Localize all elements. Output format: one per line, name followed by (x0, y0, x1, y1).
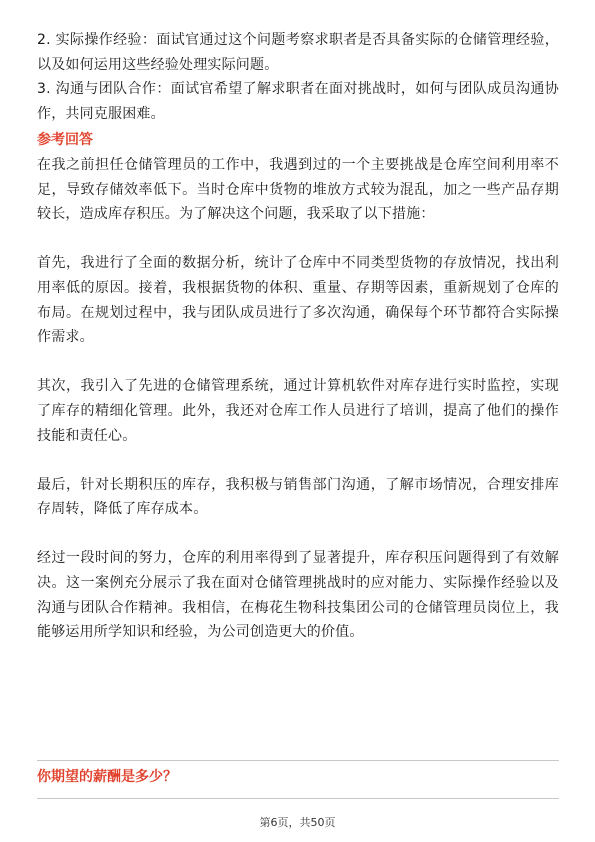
answer-paragraph-second: 其次，我引入了先进的仓储管理系统，通过计算机软件对库存进行实时监控，实现了库存的精细化管理。此外，我还对仓库工作人员进行了培训，提高了他们的操作技能和责任心。 (37, 378, 559, 444)
paragraph-spacer (37, 350, 559, 375)
paragraph-spacer (37, 448, 559, 473)
paragraph-spacer (37, 522, 559, 547)
page-content (37, 28, 559, 645)
next-question-heading: 你期望的薪酬是多少？ (37, 769, 177, 785)
paragraph-spacer (37, 227, 559, 252)
question-point-3: 3. 沟通与团队合作：面试官希望了解求职者在面对挑战时，如何与团队成员沟通协作，共同克服困难。 (37, 81, 559, 122)
page-number-footer: 第6页，共50页 (259, 816, 336, 829)
answer-paragraph-finally: 最后，针对长期积压的库存，我积极与销售部门沟通，了解市场情况，合理安排库存周转，降低了库存成本。 (37, 476, 559, 518)
reference-answer-heading: 参考回答 (37, 132, 93, 149)
section-divider-bottom (37, 798, 559, 799)
question-point-2: 2. 实际操作经验：面试官通过这个问题考察求职者是否具备实际的仓储管理经验，以及如何运用这些经验处理实际问题。 (37, 32, 559, 73)
answer-paragraph-intro: 在我之前担任仓储管理员的工作中，我遇到过的一个主要挑战是仓库空间利用率不足，导致存储效率低下。当时仓库中货物的堆放方式较为混乱，加之一些产品存期较长，造成库存积压。为了解决这个问题，我采取了以下措施： (37, 156, 559, 223)
answer-paragraph-first: 首先，我进行了全面的数据分析，统计了仓库中不同类型货物的存放情况，找出利用率低的原因。接着，我根据货物的体积、重量、存期等因素，重新规划了仓库的布局。在规划过程中，我与团队成员进行了多次沟通，确保每个环节都符合实际操作需求。 (37, 255, 559, 346)
section-divider-top (37, 760, 559, 761)
answer-paragraph-conclusion: 经过一段时间的努力，仓库的利用率得到了显著提升，库存积压问题得到了有效解决。这一案例充分展示了我在面对仓储管理挑战时的应对能力、实际操作经验以及沟通与团队合作精神。我相信，在梅花生物科技集团公司的仓储管理员岗位上，我能够运用所学知识和经验，为公司创造更大的价值。 (37, 550, 559, 641)
